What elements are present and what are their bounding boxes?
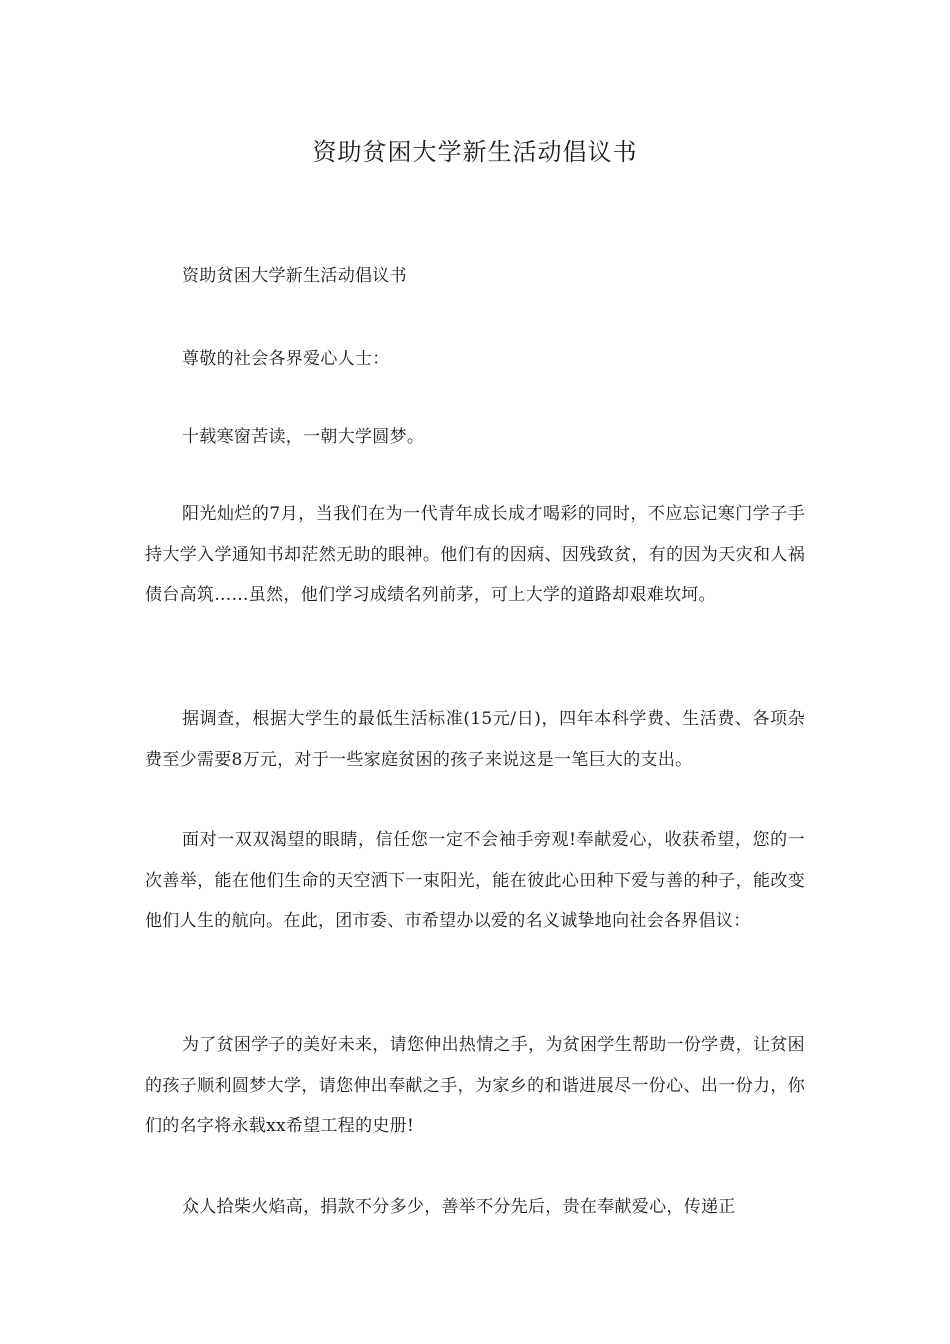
paragraph-background: 阳光灿烂的7月，当我们在为一代青年成长成才喝彩的同时，不应忘记寒门学子手持大学入学通知书却茫然无助的眼神。他们有的因病、因残致贫，有的因为天灾和人祸债台高筑……虽然，他们学习成绩名列前茅，可上大学的道路却艰难坎坷。 [145,504,805,605]
paragraph-call-to-action: 为了贫困学子的美好未来，请您伸出热情之手，为贫困学生帮助一份学费，让贫困的孩子顺利圆梦大学，请您伸出奉献之手，为家乡的和谐进展尽一份心、出一份力，你们的名字将永载xx希望工程的史册! [145,1035,805,1136]
paragraph-appeal: 面对一双双渴望的眼睛，信任您一定不会袖手旁观!奉献爱心，收获希望，您的一次善举，能在他们生命的天空洒下一束阳光，能在彼此心田种下爱与善的种子，能改变他们人生的航向。在此，团市委、市希望办以爱的名义诚挚地向社会各界倡议： [145,830,805,931]
paragraph-closing: 众人拾柴火焰高，捐款不分多少，善举不分先后，贵在奉献爱心，传递正 [182,1197,736,1217]
paragraph-survey: 据调查，根据大学生的最低生活标准(15元/日)，四年本科学费、生活费、各项杂费至少需要8万元，对于一些家庭贫困的孩子来说这是一笔巨大的支出。 [145,709,805,770]
paragraph-salutation: 尊敬的社会各界爱心人士： [182,349,390,369]
paragraph-opening-line: 十载寒窗苦读，一朝大学圆梦。 [182,427,425,447]
document-title: 资助贫困大学新生活动倡议书 [312,138,638,166]
paragraph-repeated-title: 资助贫困大学新生活动倡议书 [182,266,407,286]
